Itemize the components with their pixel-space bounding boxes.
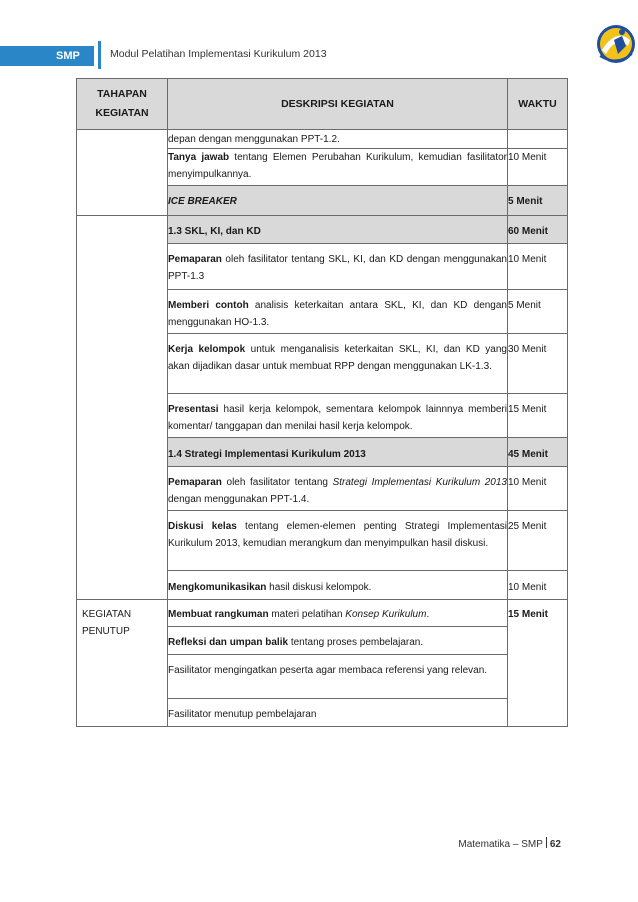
footer-subject: Matematika – SMP: [458, 839, 543, 850]
activity-text: untuk menganalisis keterkaitan SKL, KI, dan KD yang akan dijadikan dasar untuk membuat RPP dengan menggunakan LK-1.3.: [168, 344, 507, 372]
activity-duration: 25 Menit: [508, 511, 568, 571]
activity-description: [168, 394, 508, 438]
activity-text: tentang elemen-elemen penting Strategi Implementasi Kurikulum 2013, kemudian merangkum dan menyimpulkan hasil diskusi.: [168, 521, 508, 549]
page-footer: [458, 837, 561, 850]
activity-keyword: Pemaparan: [168, 477, 222, 488]
activity-keyword: Pemaparan: [168, 254, 222, 265]
table-row: [77, 600, 568, 627]
activity-text: dengan menggunakan PPT-1.4.: [168, 494, 310, 505]
activity-duration: 15 Menit: [508, 394, 568, 438]
table-row: [77, 216, 568, 244]
footer-divider: [546, 837, 547, 848]
stage-label: KEGIATAN PENUTUP: [82, 609, 132, 637]
table-row: [77, 130, 568, 149]
activity-keyword: Memberi contoh: [168, 300, 249, 311]
activity-description: Fasilitator menutup pembelajaran: [168, 699, 508, 727]
activity-description: [168, 290, 508, 334]
activity-text: .: [426, 609, 430, 620]
activity-keyword: Kerja kelompok: [168, 344, 246, 355]
activity-text: materi pelatihan: [268, 609, 346, 620]
activity-text: tentang Elemen Perubahan Kurikulum, kemudian fasilitator menyimpulkannya.: [168, 152, 507, 180]
activity-description: [168, 511, 508, 571]
activity-duration: 10 Menit: [508, 571, 568, 600]
activity-keyword: Refleksi dan umpan balik: [168, 637, 289, 648]
activity-text: hasil kerja kelompok, sementara kelompok lainnnya memberi komentar/ tanggapan dan menilai hasil kerja kelompok.: [168, 404, 507, 432]
stage-cell-empty: [77, 216, 168, 600]
activity-text: tentang proses pembelajaran.: [288, 637, 424, 648]
module-level-badge: SMP: [0, 46, 94, 66]
column-header-time: WAKTU: [508, 79, 568, 130]
section-duration: 15 Menit: [508, 600, 568, 727]
page-number: 62: [549, 839, 561, 850]
column-header-stage: TAHAPAN KEGIATAN: [77, 79, 168, 130]
activity-duration: 5 Menit: [508, 290, 568, 334]
activity-description: [168, 627, 508, 655]
activity-duration: 10 Menit: [508, 149, 568, 186]
section-title: 1.3 SKL, KI, dan KD: [168, 216, 508, 244]
section-duration: 5 Menit: [508, 186, 568, 216]
table-header-row: [77, 79, 568, 130]
kurikulum-2013-logo-icon: [592, 20, 636, 68]
activity-description: [168, 244, 508, 290]
activity-description: depan dengan menggunakan PPT-1.2.: [168, 130, 508, 149]
section-duration: 45 Menit: [508, 438, 568, 467]
section-title: ICE BREAKER: [168, 186, 508, 216]
activity-description: [168, 571, 508, 600]
section-duration: 60 Menit: [508, 216, 568, 244]
activity-description: [168, 467, 508, 511]
activity-keyword: Presentasi: [168, 404, 219, 415]
activity-text: analisis keterkaitan antara SKL, KI, dan KD dengan menggunakan HO-1.3.: [168, 300, 507, 328]
activity-text: oleh fasilitator tentang: [221, 477, 333, 488]
activity-keyword: Tanya jawab: [168, 152, 230, 163]
header-divider: [98, 41, 101, 69]
activity-emphasis: Konsep Kurikulum: [345, 609, 427, 620]
module-title: Modul Pelatihan Implementasi Kurikulum 2013: [110, 48, 327, 60]
activity-keyword: Diskusi kelas: [168, 521, 237, 532]
section-title: 1.4 Strategi Implementasi Kurikulum 2013: [168, 438, 508, 467]
activity-text: hasil diskusi kelompok.: [266, 582, 372, 593]
column-header-description: DESKRIPSI KEGIATAN: [168, 79, 508, 130]
activity-description: [168, 149, 508, 186]
activity-text: oleh fasilitator tentang SKL, KI, dan KD dengan menggunakan PPT-1.3: [168, 254, 507, 282]
activity-schedule-table: [76, 78, 568, 727]
activity-description: [168, 334, 508, 394]
activity-keyword: Mengkomunikasikan: [168, 582, 267, 593]
activity-duration: 10 Menit: [508, 244, 568, 290]
activity-emphasis: Strategi Implementasi Kurikulum 2013: [332, 477, 507, 488]
activity-duration: 30 Menit: [508, 334, 568, 394]
activity-description: Fasilitator mengingatkan peserta agar membaca referensi yang relevan.: [168, 655, 508, 699]
activity-duration: [508, 130, 568, 149]
stage-cell-empty: [77, 130, 168, 216]
activity-keyword: Membuat rangkuman: [168, 609, 269, 620]
activity-duration: 10 Menit: [508, 467, 568, 511]
activity-description: [168, 600, 508, 627]
stage-cell-closing: [77, 600, 168, 727]
